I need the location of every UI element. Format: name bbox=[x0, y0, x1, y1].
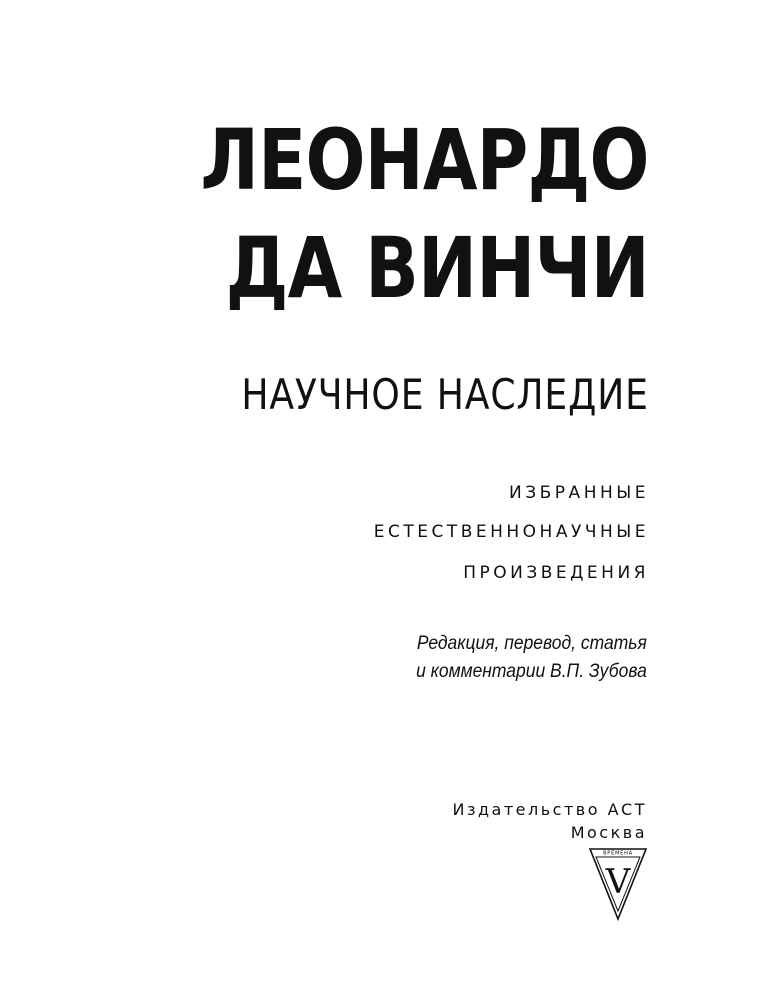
description-line-1: ИЗБРАННЫЕ bbox=[509, 483, 649, 503]
book-title-line-1: ЛЕОНАРДО bbox=[200, 111, 649, 209]
description-line-3: ПРОИЗВЕДЕНИЯ bbox=[463, 563, 649, 583]
book-subtitle: НАУЧНОЕ НАСЛЕДИЕ bbox=[241, 370, 649, 419]
logo-letter: V bbox=[605, 862, 631, 902]
publisher-block bbox=[453, 798, 647, 844]
logo-text: ВРЕМЕНА bbox=[603, 850, 633, 857]
publisher-city: Москва bbox=[570, 823, 647, 842]
editor-note-line-2: и комментарии В.П. Зубова bbox=[416, 661, 647, 682]
editor-note bbox=[416, 630, 647, 686]
publisher-name: Издательство АСТ bbox=[452, 800, 647, 819]
v-triangle-logo-icon bbox=[588, 843, 648, 921]
editor-note-line-1: Редакция, перевод, статья bbox=[417, 633, 647, 654]
description-line-2: ЕСТЕСТВЕННОНАУЧНЫЕ bbox=[373, 522, 649, 542]
book-title-line-2: ДА ВИНЧИ bbox=[225, 219, 649, 317]
